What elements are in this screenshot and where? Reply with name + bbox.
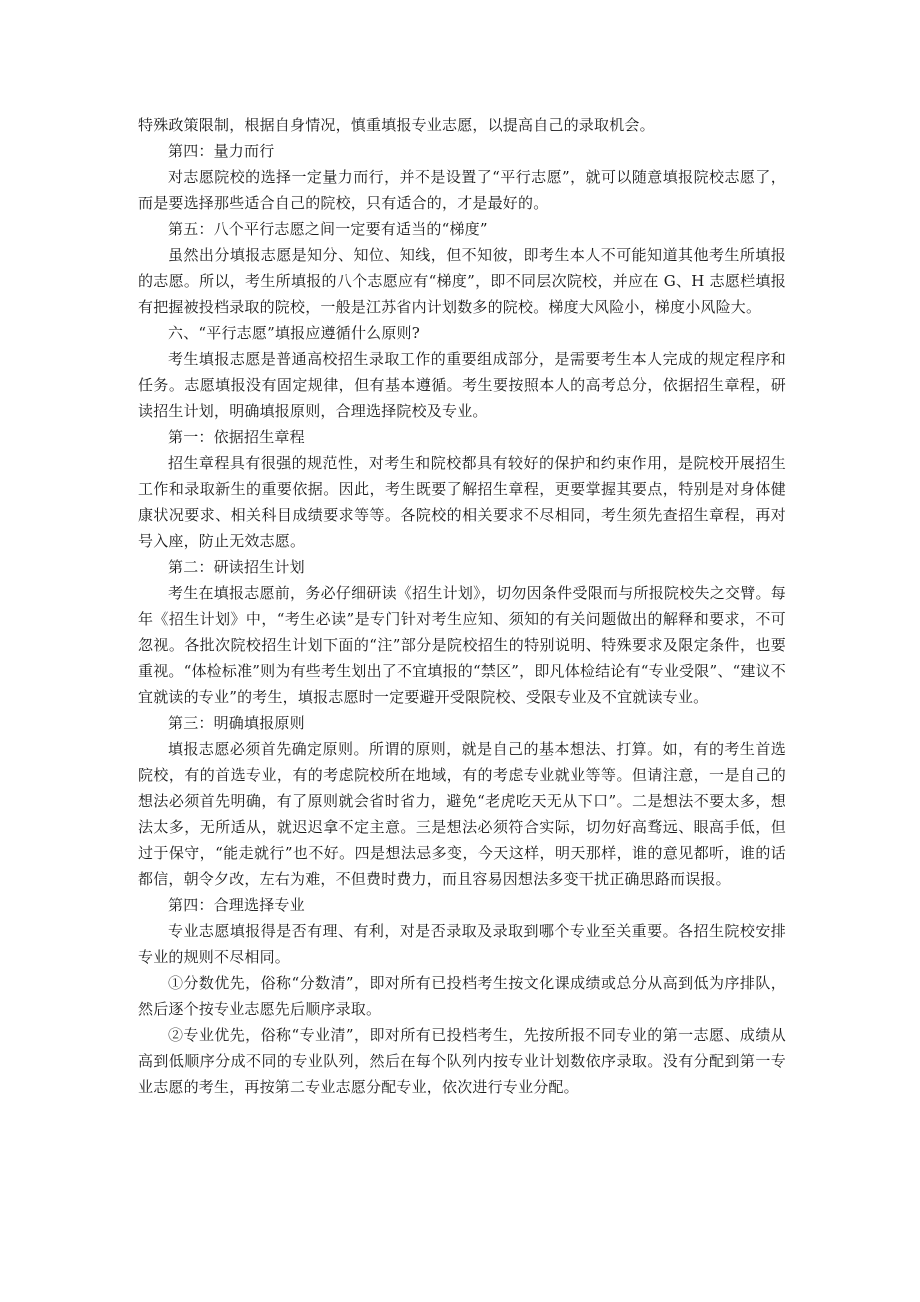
section-heading-liangli: 第四：量力而行 (168, 142, 275, 160)
section-heading-zhuanye: 第四：合理选择专业 (168, 896, 305, 914)
list-item-zhuanye: ②专业优先，俗称“专业清”，即对所有已投档考生，先按所报不同专业的第一志愿、成绩从高到低顺序分成不同的专业队列，然后在每个队列内按专业计划数依序录取。没有分配到第一专业志愿的考生，再按第二专业志愿分配专业，依次进行专业分配。 (138, 1026, 786, 1096)
section-heading-yuanze: 六、“平行志愿”填报应遵循什么原则? (168, 324, 420, 342)
paragraph-jihua: 考生在填报志愿前，务必仔细研读《招生计划》，切勿因条件受限而与所报院校失之交臂。每年《招生计划》中，“考生必读”是专门针对考生应知、须知的有关问题做出的解释和要求，不可忽视。各批次院校招生计划下面的“注”部分是院校招生的特别说明、特殊要求及限定条件，也要重视。“体检标准”则为有些考生划出了不宜填报的“禁区”，即凡体检结论有“专业受限”、“建议不宜就读的专业”的考生，填报志愿时一定要避开受限院校、受限专业及不宜就读专业。 (138, 584, 786, 706)
section-heading-tidu: 第五：八个平行志愿之间一定要有适当的“梯度” (168, 220, 488, 238)
section-heading-jihua: 第二：研读招生计划 (168, 558, 305, 576)
paragraph-tidu: 虽然出分填报志愿是知分、知位、知线，但不知彼，即考生本人不可能知道其他考生所填报的志愿。所以，考生所填报的八个志愿应有“梯度”，即不同层次院校，并应在 G、H 志愿栏填报有把握被投档录取的院校，一般是江苏省内计划数多的院校。梯度大风险小，梯度小风险大。 (138, 246, 786, 316)
list-item-fenshu: ①分数优先，俗称“分数清”，即对所有已投档考生按文化课成绩或总分从高到低为序排队，然后逐个按专业志愿先后顺序录取。 (138, 974, 786, 1018)
paragraph-tianbao: 填报志愿必须首先确定原则。所谓的原则，就是自己的基本想法、打算。如，有的考生首选院校，有的首选专业，有的考虑院校所在地域，有的考虑专业就业等等。但请注意，一是自己的想法必须首先明确，有了原则就会省时省力，避免“老虎吃天无从下口”。二是想法不要太多，想法太多，无所适从，就迟迟拿不定主意。三是想法必须符合实际，切勿好高骛远、眼高手低，但过于保守，“能走就行”也不好。四是想法忌多变，今天这样，明天那样，谁的意见都听，谁的话都信，朝令夕改，左右为难，不但费时费力，而且容易因想法多变干扰正确思路而误报。 (138, 740, 786, 888)
paragraph-zhangcheng: 招生章程具有很强的规范性，对考生和院校都具有较好的保护和约束作用，是院校开展招生工作和录取新生的重要依据。因此，考生既要了解招生章程，更要掌握其要点，特别是对身体健康状况要求、相关科目成绩要求等等。各院校的相关要求不尽相同，考生须先查招生章程，再对号入座，防止无效志愿。 (138, 454, 786, 550)
paragraph-continuation: 特殊政策限制，根据自身情况，慎重填报专业志愿，以提高自己的录取机会。 (138, 116, 655, 134)
section-heading-zhangcheng: 第一：依据招生章程 (168, 428, 305, 446)
paragraph-liangli: 对志愿院校的选择一定量力而行，并不是设置了“平行志愿”，就可以随意填报院校志愿了，而是要选择那些适合自己的院校，只有适合的，才是最好的。 (138, 168, 786, 212)
document-page (138, 112, 786, 1100)
paragraph-zhuanye: 专业志愿填报得是否有理、有利，对是否录取及录取到哪个专业至关重要。各招生院校安排专业的规则不尽相同。 (138, 922, 786, 966)
section-heading-tianbao: 第三：明确填报原则 (168, 714, 305, 732)
paragraph-yuanze: 考生填报志愿是普通高校招生录取工作的重要组成部分，是需要考生本人完成的规定程序和任务。志愿填报没有固定规律，但有基本遵循。考生要按照本人的高考总分，依据招生章程，研读招生计划，明确填报原则，合理选择院校及专业。 (138, 350, 786, 420)
